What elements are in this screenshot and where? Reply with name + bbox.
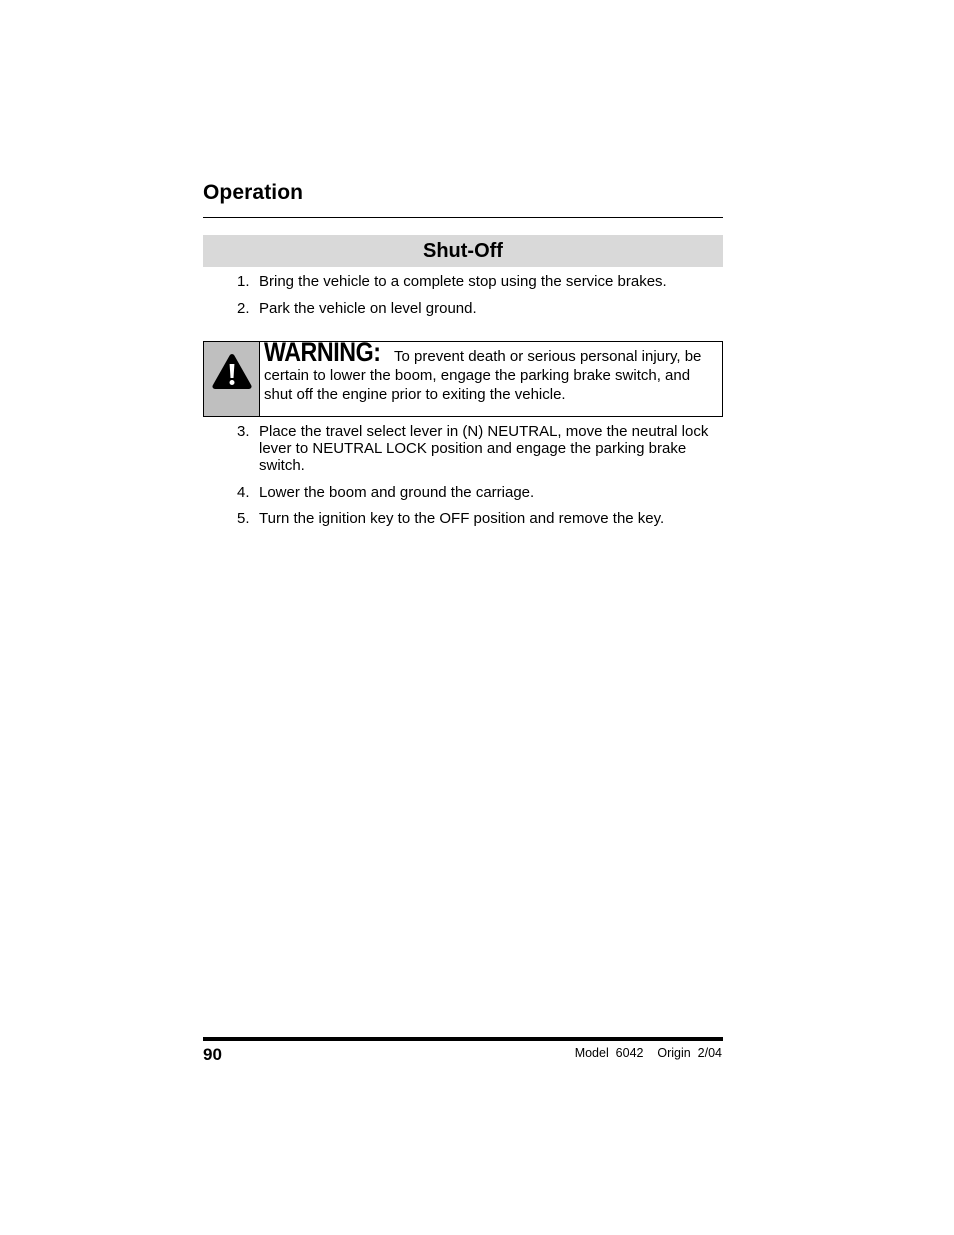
- step-text: Turn the ignition key to the OFF position and remove the key.: [259, 510, 665, 527]
- step-text: Bring the vehicle to a complete stop using the service brakes.: [259, 273, 667, 290]
- step-item: [237, 484, 725, 501]
- step-number: 3.: [237, 423, 250, 440]
- subsection-title: Shut-Off: [423, 240, 503, 262]
- step-item: [237, 273, 725, 290]
- step-text: Lower the boom and ground the carriage.: [259, 484, 535, 501]
- page-number: 90: [203, 1045, 222, 1064]
- step-text: Park the vehicle on level ground.: [259, 300, 477, 317]
- warning-triangle-icon: [211, 352, 253, 390]
- warning-label: WARNING:: [264, 337, 381, 367]
- section-title: Operation: [203, 181, 304, 204]
- step-text: Place the travel select lever in (N) NEUTRAL, move the neutral lock lever to NEUTRAL LOCK position and engage the parking brake switch.: [259, 423, 709, 474]
- warning-box: [203, 337, 723, 417]
- warning-text: To prevent death or serious personal injury, be certain to lower the boom, engage the parking brake switch, and shut off the engine prior to exiting the vehicle.: [264, 348, 702, 403]
- warning-message: [264, 337, 719, 404]
- step-item: [237, 300, 725, 317]
- section-divider: [203, 217, 723, 218]
- footer-divider: [203, 1037, 723, 1041]
- warning-icon-cell: [204, 342, 260, 416]
- step-item: [237, 510, 725, 527]
- subsection-header: [203, 235, 723, 267]
- step-number: 5.: [237, 510, 250, 527]
- step-number: 2.: [237, 300, 250, 317]
- step-number: 4.: [237, 484, 250, 501]
- step-number: 1.: [237, 273, 250, 290]
- model-info: Model 6042 Origin 2/04: [574, 1046, 722, 1060]
- step-item: [237, 423, 725, 474]
